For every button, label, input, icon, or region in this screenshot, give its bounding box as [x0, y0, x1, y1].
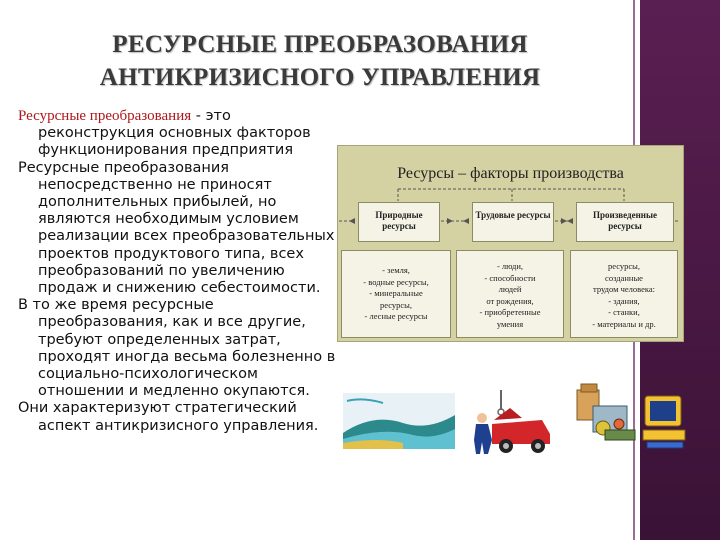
paragraph-strategy — [18, 400, 348, 434]
natural-resources-list — [341, 250, 451, 338]
highlight-term: Ресурсные преобразования — [18, 108, 192, 124]
paragraph-text: Они характеризуют стратегический аспект антикризисного управления. — [18, 400, 319, 434]
paragraph-costs — [18, 297, 348, 400]
arrow-head — [567, 218, 573, 224]
paragraph-text: - это реконструкция основных факторов функционирования предприятия — [38, 108, 311, 159]
list-item: трудом человека: — [593, 284, 655, 294]
labor-resources-list — [456, 250, 564, 338]
arrow-head — [447, 218, 453, 224]
list-item: - земля, — [382, 265, 410, 275]
list-item: - минеральные — [369, 288, 423, 298]
paragraph-text: В то же время ресурсные преобразования, как и все другие, требуют определенных затрат, проходят иногда весьма болезненно в социально-психологическом отношении и медленно окупаются. — [18, 297, 336, 400]
list-item: ресурсы, — [607, 261, 640, 271]
worker-with-car-image — [470, 390, 552, 456]
list-item: - приобретенные — [479, 307, 541, 317]
list-item: - станки, — [608, 307, 640, 317]
list-item: - способности — [484, 272, 536, 283]
body-text — [18, 108, 348, 435]
arrow-head — [561, 218, 567, 224]
diagram-title: Ресурсы – факторы производства — [397, 165, 624, 182]
list-item: - водные ресурсы, — [363, 276, 429, 287]
list-item: - материалы и др. — [592, 318, 656, 329]
list-item: созданные — [605, 272, 643, 283]
computer-image — [641, 390, 689, 450]
diagram-connectors — [337, 145, 682, 245]
list-item: - лесные ресурсы — [364, 311, 428, 321]
list-item: - здания, — [608, 295, 640, 306]
category-labor-resources: Трудовые ресурсы — [472, 202, 554, 242]
title-line-1: РЕСУРСНЫЕ ПРЕОБРАЗОВАНИЯ — [112, 31, 528, 58]
river-landscape-image — [343, 393, 455, 449]
category-produced-resources: Произведенные ресурсы — [576, 202, 674, 242]
paragraph-text: Ресурсные преобразования непосредственно не приносят дополнительных прибылей, но являются необходимым условием реализации всех преобразовательных проектов продуктового типа, всех преобразований по увеличению продаж и снижению себестоимости. — [18, 159, 335, 297]
title-line-2: АНТИКРИЗИСНОГО УПРАВЛЕНИЯ — [99, 64, 541, 91]
arrow-head — [463, 218, 469, 224]
arrow-head — [349, 218, 355, 224]
list-item: ресурсы, — [379, 299, 412, 310]
factory-equipment-image — [575, 380, 637, 442]
paragraph-necessity — [18, 160, 348, 298]
list-item: - люди, — [496, 261, 524, 271]
category-natural-resources: Природные ресурсы — [358, 202, 440, 242]
list-item: от рождения, — [486, 295, 534, 306]
paragraph-definition — [18, 108, 348, 160]
produced-resources-list — [570, 250, 678, 338]
list-item: людей — [498, 284, 522, 294]
slide-title — [40, 28, 600, 94]
list-item: умения — [496, 318, 524, 329]
